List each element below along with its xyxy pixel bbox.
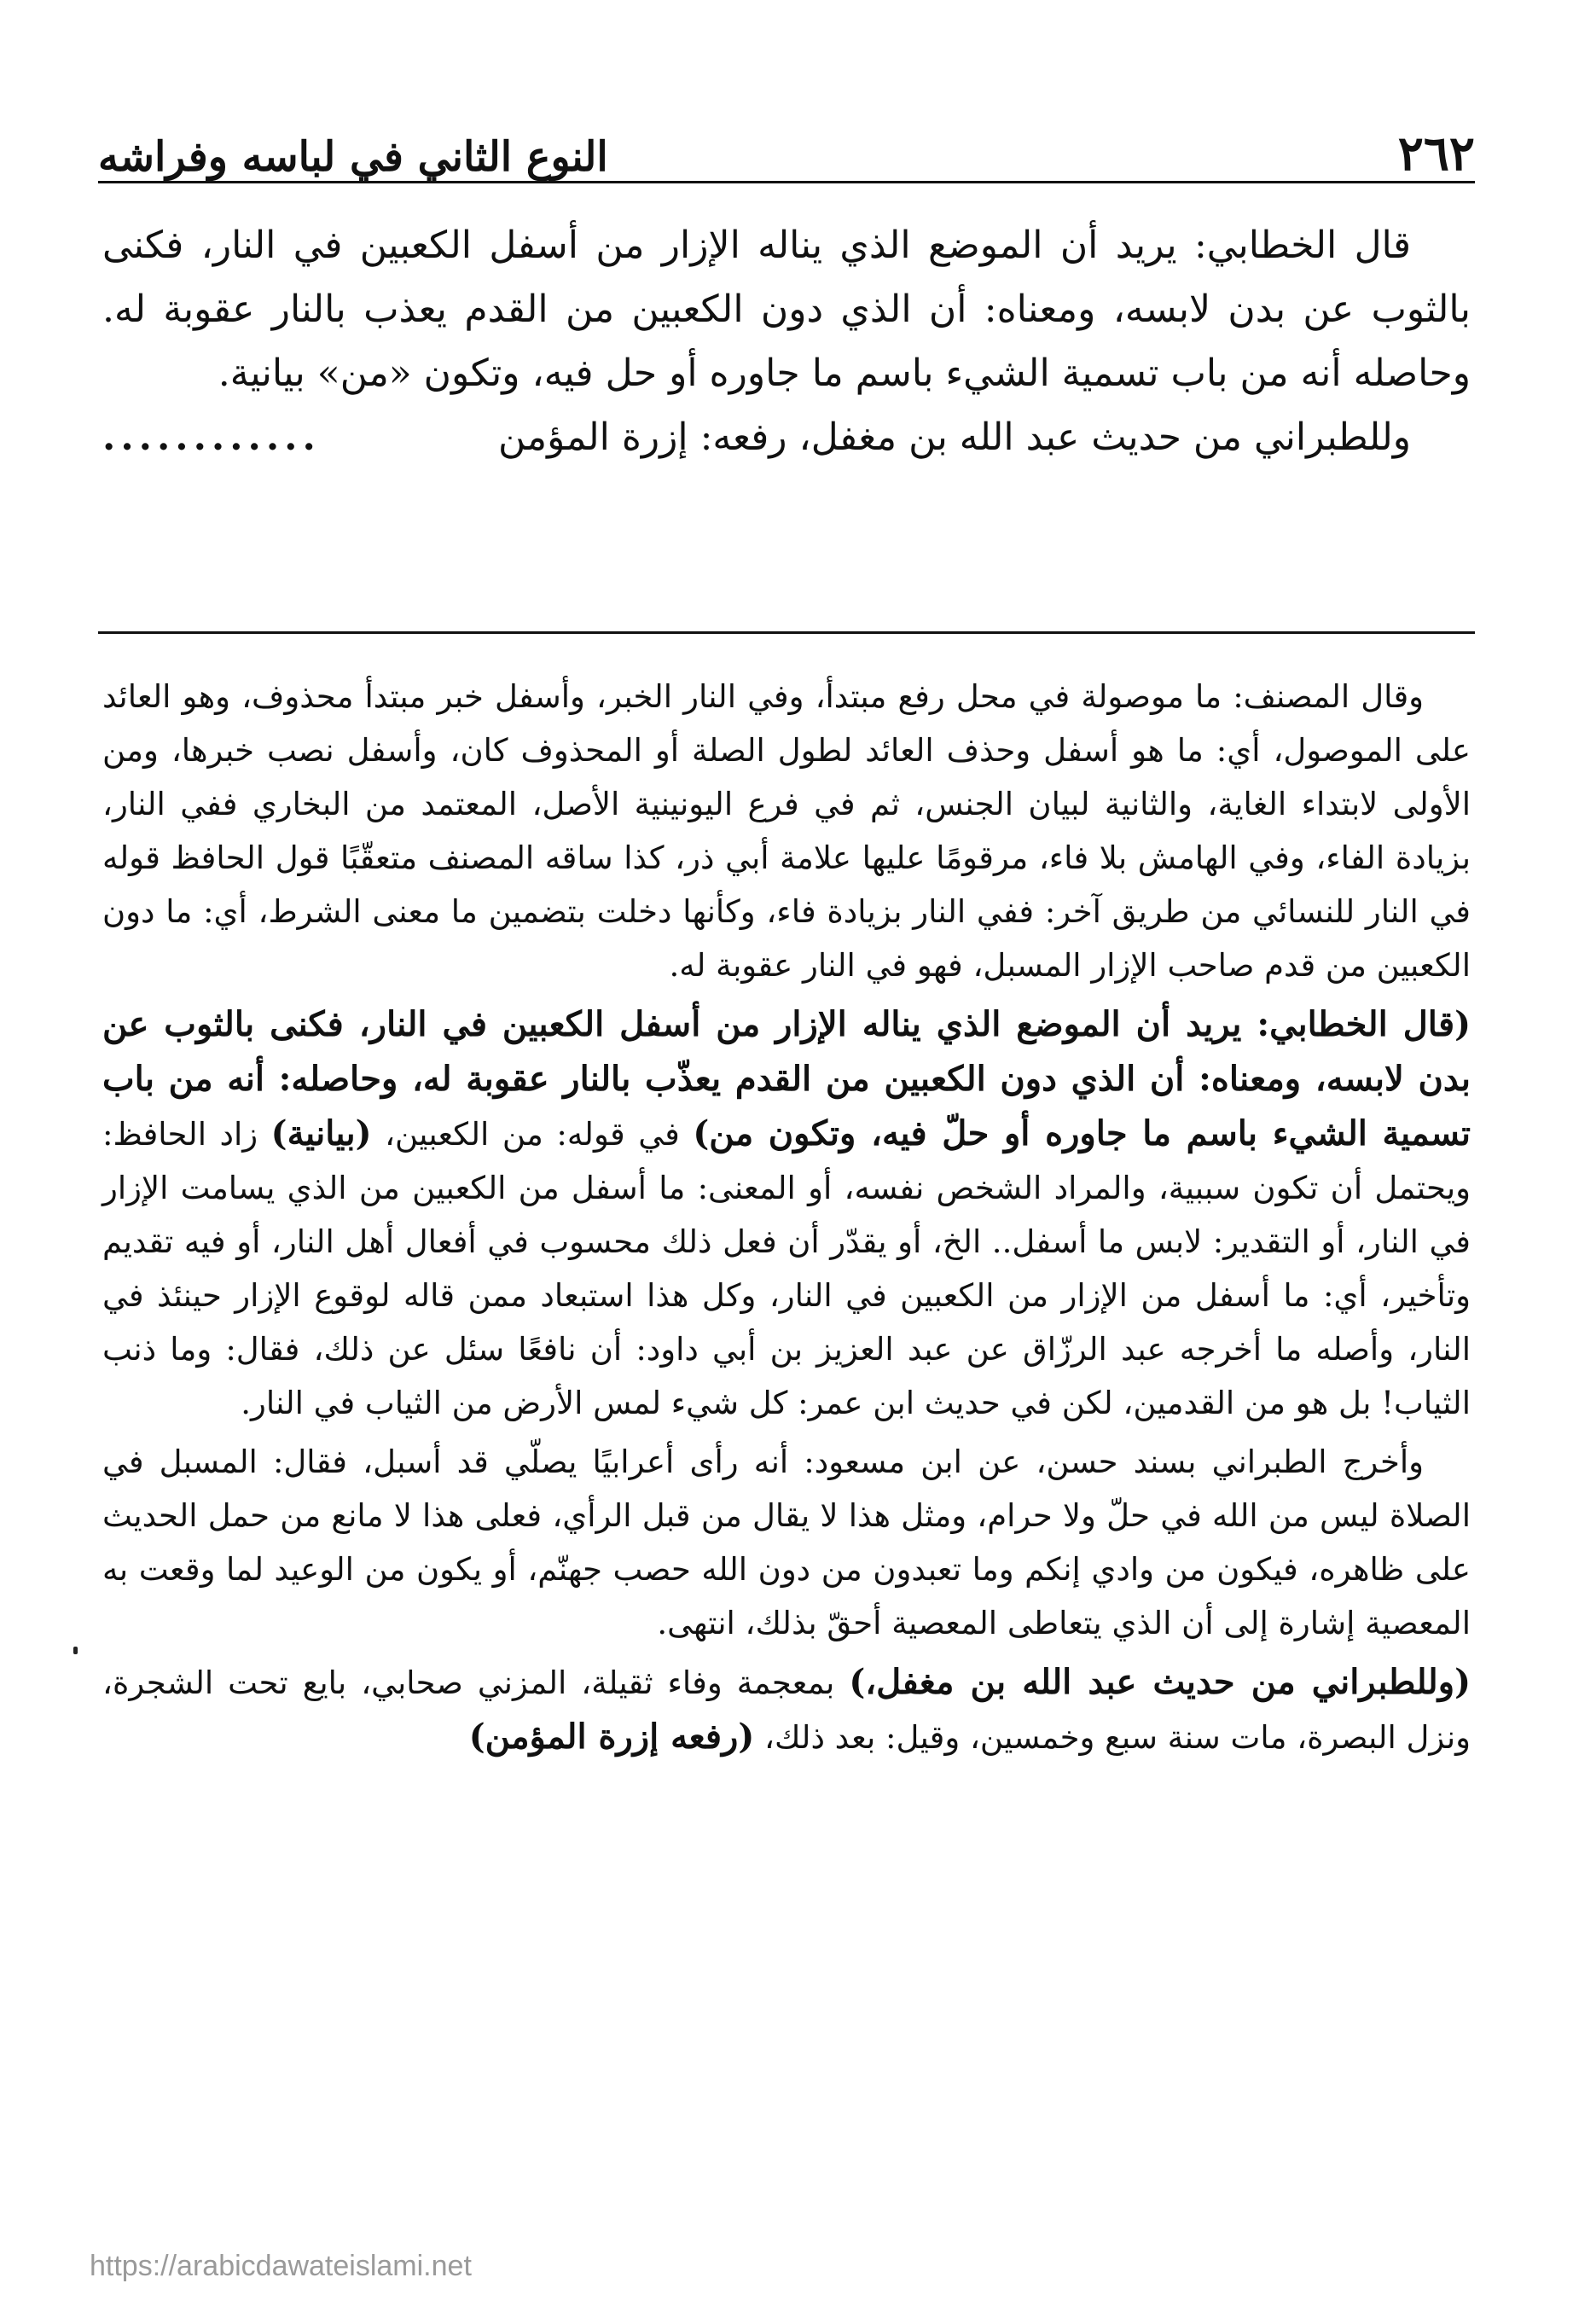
watermark-url: https://arabicdawateislami.net — [90, 2250, 472, 2282]
quoted-main-text: (قال الخطابي: يريد أن الموضع الذي يناله الإزار من أسفل الكعبين في النار، فكنى بالثوب عن بدن لابسه، ومعناه: أن الذي دون الكعبين من القدم يعذّب بالنار عقوبة له، وحاصله: أنه من باب تسمية الشيء باسم ما جاوره أو حلّ فيه، وتكون من) — [102, 1004, 1471, 1153]
quoted-main-text: (رفعه إزرة المؤمن) — [468, 1717, 755, 1757]
quoted-main-text: (وللطبراني من حديث عبد الله بن مغفل،) — [849, 1662, 1471, 1702]
page-header — [98, 101, 1475, 182]
commentary-text-span: في قوله: من الكعبين، — [371, 1116, 694, 1153]
header-divider — [98, 181, 1475, 183]
quoted-main-text: (بيانية) — [270, 1113, 372, 1153]
commentary-paragraph: وقال المصنف: ما موصولة في محل رفع مبتدأ، وفي النار الخبر، وأسفل خبر مبتدأ محذوف، وهو العائد على الموصول، أي: ما هو أسفل وحذف العائد لطول الصلة أو المحذوف كان، وأسفل نصب خبرها، ومن الأولى لابتداء الغاية، والثانية لبيان الجنس، ثم في فرع اليونينية الأصل، المعتمد من البخاري ففي النار، بزيادة الفاء، وفي الهامش بلا فاء، مرقومًا عليها علامة أبي ذر، كذا ساقه المصنف متعقّبًا قول الحافظ قوله في النار للنسائي من طريق آخر: ففي النار بزيادة فاء، وكأنها دخلت بتضمين ما معنى الشرط، أي: ما دون الكعبين من قدم صاحب الإزار المسبل، فهو في النار عقوبة له. — [102, 678, 1471, 984]
page-number: ٢٦٢ — [1397, 125, 1475, 182]
continuation-dots: ............ — [102, 415, 321, 459]
commentary-text-span: زاد الحافظ: ويحتمل أن تكون سببية، والمراد الشخص نفسه، أو المعنى: ما أسفل من الكعبين من الذي يسامت الإزار في النار، أو التقدير: لابس ما أسفل.. الخ، أو يقدّر أن فعل ذلك محسوب في أفعال أهل النار، أو فيه تقديم وتأخير، أي: ما أسفل من الإزار من الكعبين في النار، وكل هذا استبعاد ممن قاله لوقوع الإزار حينئذ في النار، وأصله ما أخرجه عبد الرزّاق عن عبد العزيز بن أبي داود: أن نافعًا سئل عن ذلك، فقال: وما ذنب الثياب! بل هو من القدمين، لكن في حديث ابن عمر: كل شيء لمس الأرض من الثياب في النار. — [102, 1116, 1471, 1421]
scan-speck — [73, 1647, 78, 1654]
commentary-paragraph — [102, 997, 1471, 1430]
commentary-text — [102, 670, 1471, 1769]
commentary-paragraph — [102, 1655, 1471, 1764]
running-title: النوع الثاني في لباسه وفراشه — [98, 133, 608, 181]
main-text-hadith-intro: وللطبراني من حديث عبد الله بن مغفل، رفعه: إزرة المؤمن — [498, 415, 1411, 459]
commentary-divider — [98, 631, 1475, 634]
commentary-paragraph: وأخرج الطبراني بسند حسن، عن ابن مسعود: أنه رأى أعرابيًا يصلّي قد أسبل، فقال: المسبل في الصلاة ليس من الله في حلّ ولا حرام، ومثل هذا لا يقال من قبل الرأي، فعلى هذا لا مانع من حمل الحديث على ظاهره، فيكون من وادي إنكم وما تعبدون من دون الله حصب جهنّم، أو يكون من الوعيد لما وقعت به المعصية إشارة إلى أن الذي يتعاطى المعصية أحقّ بذلك، انتهى. — [102, 1444, 1471, 1641]
main-text-paragraph: قال الخطابي: يريد أن الموضع الذي يناله الإزار من أسفل الكعبين في النار، فكنى بالثوب عن بدن لابسه، ومعناه: أن الذي دون الكعبين من القدم يعذب بالنار عقوبة له. وحاصله أنه من باب تسمية الشيء باسم ما جاوره أو حل فيه، وتكون «من» بيانية. — [102, 224, 1471, 395]
main-text — [102, 213, 1471, 469]
main-text-continuation — [102, 405, 1471, 469]
commentary-text-span: بمعجمة وفاء ثقيلة، المزني صحابي، بايع تحت الشجرة، ونزل البصرة، مات سنة سبع وخمسين، وقيل: بعد ذلك، — [102, 1665, 1471, 1756]
